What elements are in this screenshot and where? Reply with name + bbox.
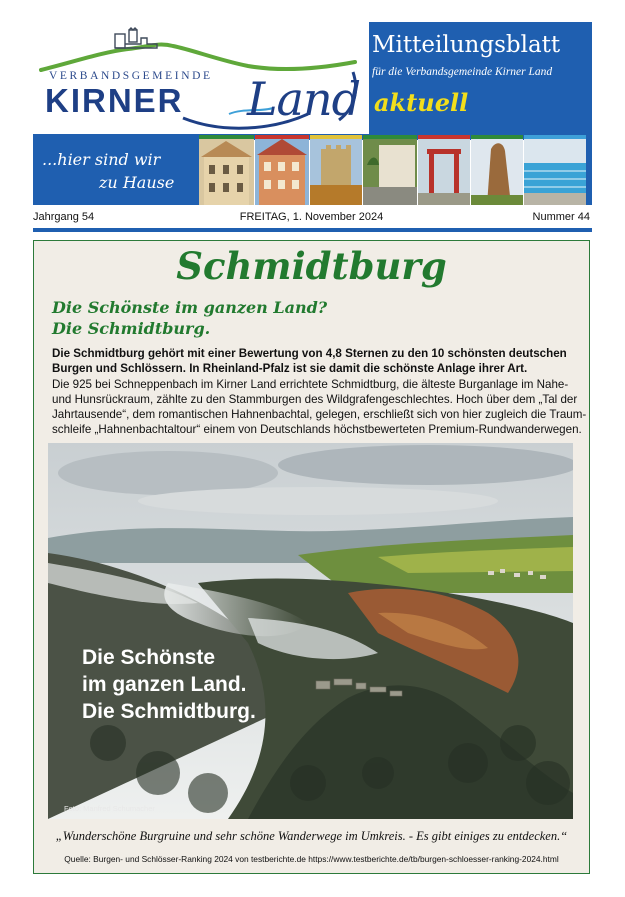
article-subheadline-1: Die Schönste im ganzen Land? bbox=[52, 298, 328, 317]
slogan-box bbox=[33, 135, 199, 205]
kirner-wordmark: KIRNER bbox=[45, 82, 184, 119]
issue-rule bbox=[33, 228, 592, 232]
red-arch-photo bbox=[418, 135, 470, 205]
slogan-line-1: ...hier sind wir bbox=[42, 150, 161, 169]
issue-volume: Jahrgang 54 bbox=[33, 211, 95, 223]
land-wordmark: Land bbox=[247, 72, 361, 126]
fountain-photo bbox=[363, 135, 417, 205]
article-headline: Schmidtburg bbox=[176, 244, 447, 288]
source-line: Quelle: Burgen- und Schlösser-Ranking 2024 von testberichte.de https://www.testberichte.de/tb/burgen-schloesser-ranking-2024.html bbox=[64, 854, 559, 864]
article-lead bbox=[52, 346, 578, 376]
logo-area bbox=[33, 22, 369, 134]
verbandsgemeinde-label: VERBANDSGEMEINDE bbox=[49, 70, 213, 82]
review-quote: „Wunderschöne Burgruine und sehr schöne Wanderwege im Umkreis. - Es gibt einiges zu entdecken.“ bbox=[55, 829, 568, 843]
overlay-line: im ganzen Land. bbox=[82, 673, 247, 696]
masthead-edge-bar bbox=[586, 22, 592, 205]
body-line: Die 925 bei Schneppenbach im Kirner Land errichtete Schmidtburg, die älteste Burganlage im Nahe- bbox=[52, 378, 569, 391]
article-body bbox=[52, 377, 587, 437]
slogan-line-2: zu Hause bbox=[99, 173, 175, 192]
lead-line: Die Schmidtburg gehört mit einer Bewertung von 4,8 Sternen zu den 10 schönsten deutschen bbox=[52, 347, 567, 360]
aktuell-label: aktuell bbox=[374, 88, 469, 117]
overlay-line: Die Schönste bbox=[82, 646, 216, 669]
newsletter-subtitle: für die Verbandsgemeinde Kirner Land bbox=[372, 66, 553, 78]
photo-credit: Foto: Manfred Schumacher bbox=[64, 804, 155, 813]
rock-photo bbox=[471, 135, 523, 205]
body-line: Jahrtausende“, dem romantischen Hahnenbachtal, gelegen, erschließt sich von hier zugleich die Traum- bbox=[52, 408, 587, 421]
body-line: und Hunsrückraum, zählte zu den Stammburgen des Wildgrafengeschlechtes. Hoch über dem „Tal der bbox=[52, 393, 578, 406]
overlay-line: Die Schmidtburg. bbox=[82, 700, 256, 723]
issue-number: Nummer 44 bbox=[532, 211, 590, 223]
lead-line: Burgen und Schlössern. In Rheinland-Pfalz ist sie damit die schönste Anlage ihrer Art. bbox=[52, 362, 528, 375]
aerial-castle-photo bbox=[48, 443, 573, 819]
article-subheadline-2: Die Schmidtburg. bbox=[52, 319, 211, 338]
newsletter-title: Mitteilungsblatt bbox=[372, 32, 561, 58]
body-line: schleife „Hahnenbachtaltour“ einem von Deutschlands höchstbewerteten Premium-Rundwanderwegen. bbox=[52, 423, 582, 436]
swimming-pool-photo bbox=[524, 135, 586, 205]
town-house-photo bbox=[255, 135, 309, 205]
castle-tower-photo bbox=[310, 135, 362, 205]
palace-photo bbox=[199, 135, 254, 205]
photo-strip bbox=[199, 135, 586, 205]
issue-date: FREITAG, 1. November 2024 bbox=[239, 211, 384, 223]
photo-overlay-text bbox=[82, 644, 256, 725]
